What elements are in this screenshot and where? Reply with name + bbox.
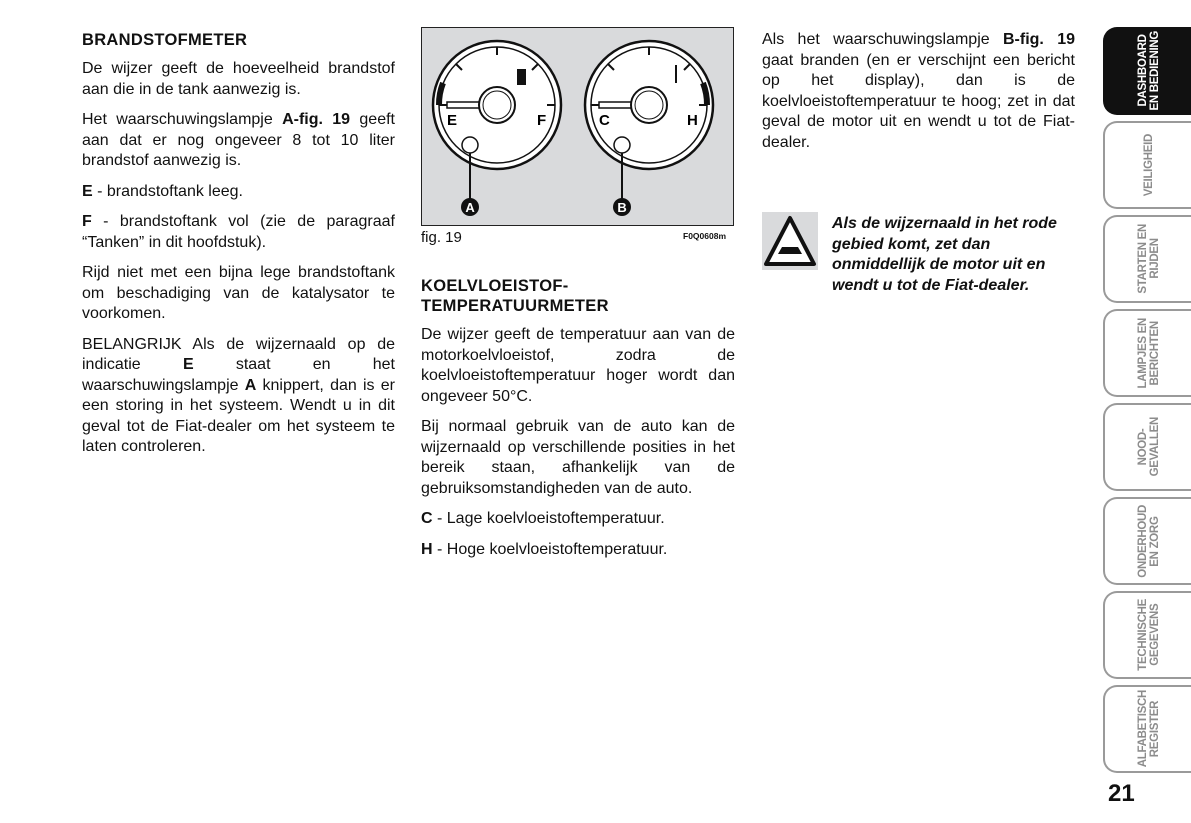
gauge-min-label: E <box>447 112 458 129</box>
chapter-tab[interactable] <box>1103 121 1191 209</box>
figure-caption: fig. 19 <box>421 229 462 246</box>
tab-label: ALFABETISCH REGISTER <box>1137 690 1161 768</box>
gauges-illustration <box>422 28 732 224</box>
text: - brandstoftank vol (zie de paragraaf “Tanken” in dit hoofdstuk). <box>82 213 395 251</box>
paragraph: Bij normaal gebruik van de auto kan de wijzernaald op verschillende posities in het bereik staan, afhankelijk van de gebruiksomstandigheden van de auto. <box>421 418 735 497</box>
section-heading <box>421 276 735 316</box>
text: geeft aan dat er nog ongeveer 8 tot 10 liter brandstof aanwezig is. <box>82 111 395 169</box>
paragraph: De wijzer geeft de hoeveelheid brandstof aan die in de tank aanwezig is. <box>82 60 395 98</box>
tab-label: LAMPJES EN BERICHTEN <box>1137 317 1161 389</box>
paragraph <box>421 509 735 530</box>
section-heading: BRANDSTOFMETER <box>82 31 248 49</box>
chapter-tab[interactable] <box>1103 403 1191 491</box>
coolant-gauge-section <box>421 276 735 570</box>
text: Het waarschuwingslampje <box>82 111 283 128</box>
text: staat en het waarschuwingslampje <box>82 356 396 394</box>
key: C <box>421 510 433 527</box>
marker-label: A <box>465 200 475 215</box>
text: - Hoge koelvloeistoftemperatuur. <box>432 540 668 558</box>
key: E <box>82 182 93 200</box>
figure-code: F0Q0608m <box>683 231 726 241</box>
chapter-tab[interactable] <box>1103 685 1191 773</box>
text: knippert, dan is er een storing in het systeem. Wendt u in dit geval tot de Fiat-dealer om het systeem te laten controleren. <box>82 376 395 455</box>
text: - brandstoftank leeg. <box>92 182 243 200</box>
tab-label: TECHNISCHE GEGEVENS <box>1137 599 1161 671</box>
temperature-gauge <box>585 41 713 216</box>
tab-label: DASHBOARD EN BEDIENING <box>1137 31 1161 111</box>
right-column <box>762 30 1075 163</box>
tab-label: ONDERHOUD EN ZORG <box>1137 504 1161 578</box>
text: gaat branden (en er verschijnt een bericht op het display), dan is de koelvloeistoftemperatuur te hoog; zet in dat geval de motor uit en wendt u tot de Fiat-dealer. <box>762 51 1075 151</box>
text: Als het waarschuwingslampje <box>762 31 1003 48</box>
gauge-max-label: F <box>537 112 547 129</box>
key: H <box>421 540 433 558</box>
paragraph: Rijd niet met een bijna lege brandstoftank om beschadiging van de katalysator te voorkomen. <box>82 264 395 322</box>
key: A <box>244 376 257 394</box>
paragraph <box>82 110 395 172</box>
tab-label: NOOD- GEVALLEN <box>1137 417 1161 477</box>
warning-text: Als de wijzernaald in het rode gebied komt, zet dan onmiddellijk de motor uit en wendt u tot de Fiat-dealer. <box>832 215 1057 294</box>
key: E <box>182 356 194 373</box>
fuel-pump-icon <box>517 69 526 85</box>
text: BELANGRIJK Als de wijzernaald op de indicatie <box>82 335 395 373</box>
heading-line: TEMPERATUURMETER <box>421 297 609 315</box>
paragraph <box>762 30 1075 153</box>
gauges-figure <box>421 27 734 226</box>
text: - Lage koelvloeistoftemperatuur. <box>432 510 665 527</box>
fuel-gauge <box>433 41 561 216</box>
paragraph <box>421 540 735 561</box>
marker-label: B <box>617 200 627 215</box>
warning-triangle-icon <box>762 212 818 270</box>
figure-ref: A-fig. 19 <box>282 111 351 128</box>
chapter-tab[interactable] <box>1103 309 1191 397</box>
paragraph <box>82 335 395 458</box>
chapter-tab[interactable] <box>1103 591 1191 679</box>
key: F <box>82 213 92 230</box>
page-number: 21 <box>1108 780 1135 807</box>
chapter-tab[interactable] <box>1103 497 1191 585</box>
paragraph <box>82 212 395 253</box>
gauge-min-label: C <box>599 112 610 129</box>
heading-line: KOELVLOEISTOF- <box>421 277 569 295</box>
paragraph: De wijzer geeft de temperatuur aan van de motorkoelvloeistof, zodra de koelvloeistoftemperatuur hoger wordt dan ongeveer 50°C. <box>421 326 735 405</box>
chapter-tab[interactable] <box>1103 27 1191 115</box>
figure-ref: B-fig. 19 <box>1002 31 1075 48</box>
tab-label: VEILIGHEID <box>1143 133 1155 197</box>
chapter-tab[interactable] <box>1103 215 1191 303</box>
paragraph <box>82 182 395 203</box>
gauge-max-label: H <box>687 112 698 129</box>
tab-label: STARTEN EN RIJDEN <box>1137 224 1161 294</box>
fuel-gauge-section <box>82 30 395 468</box>
